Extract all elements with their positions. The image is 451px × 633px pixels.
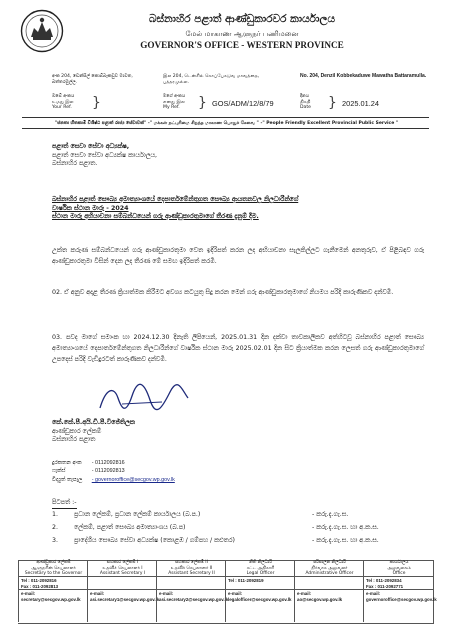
copy-number: 3. [52,537,59,544]
footer-divider [226,576,295,577]
footer-cell-secretary [18,560,88,622]
footer-divider [364,576,434,577]
signatory-title: ආණ්ඩුකාර ලේකම් [52,427,102,435]
signatory-province: බස්නාහිර පළාත [52,436,96,443]
recipient-line: පළාත් සෙවා සේවා අධ්‍යක්ෂ කාර්යාලය, [52,151,158,159]
footer-cell-email[interactable]: e-mail: asi.secretary2@secgov.wp.gov.lk [159,591,229,602]
footer-cell-phone: Tel : 011-2092819 [228,578,264,583]
email-row [52,476,312,484]
footer-divider [19,589,88,590]
copy-recipient: ප්‍රාදේශීය සෞඛ්‍ය සේවා අධ්‍යක්ෂ (කොළඹ / ගම්පහ / කළුතර) [74,537,235,544]
footer-cell-asst-secretary-2 [156,560,229,622]
footer-cell-email[interactable]: e-mail: governoroffice@secgov.wp.gov.lk [366,591,437,602]
copy-note: - කරු.දැ.ගැ.ස. [312,511,349,518]
footer-divider [157,589,226,590]
footer-cell-phone: Tel : 011-2092816 Fax : 011-2092813 [21,578,59,589]
body-paragraph-2: 02. ඒ අනුව අදාළ තීරණ ක්‍රියාත්මක කිරීමට අවශ්‍ය කටයුතු සිදු කරන මෙන් ගරු ආණ්ඩුකාරතුමාගේ නියමය පරිදි කාරුණිකව දන්වමි. [52,289,394,296]
header-rule [22,117,429,118]
office-title-tamil: மேல் மாகாண ஆளுநர் பணிமனை [185,29,299,38]
footer-cell-email[interactable]: e-mail: asi.secretary1@secgov.wp.gov.lk [90,591,160,602]
recipient-block [52,143,272,169]
phone-label: දුරකතන අංක [52,460,82,466]
slogan: "ජනතා හිතකාමී විශිෂ්ඨ පළාත් රාජ්‍ය සේවාවක්" -" மக்கள் நட்புரிமை சிறந்த மாகாண பொதுச் சேவை " -" People Friendly Excellent Provincial Public Service " [54,121,399,126]
recipient-line: බස්නාහිර පළාත. [52,160,98,167]
footer-cell-phone: Tel : 011-2092834 Fax : 011-2092771 [366,578,404,589]
footer-cell-legal-officer [225,560,295,622]
address-sinhala: අංක 204, ඩෙන්සිල් කොබ්බෑකඩුව මාවත, බත්තරමුල්ල. [52,74,133,85]
signature-image [92,378,192,418]
signatory-name: කේ.කේ.පී.අයි.ඩී.පී.විජේතිලක [52,419,135,426]
footer-cell-title: කාර්යාලය அலுவலகம் Office [387,560,411,577]
fax-value: - 0112092813 [91,468,125,475]
my-ref-value: GOS/ADM/12/8/79 [212,99,274,108]
slogan-rule [22,128,429,129]
footer-cell-email[interactable]: e-mail: ao@secgov.wp.gov.lk [297,591,343,602]
subject-line: බස්නාහිර පළාත් සෞඛ්‍ය අමාත්‍යාංශයේ දෙපාර්තමේන්තුගත සෞඛ්‍ය ආයතනවල නිලධාරීන්ගේ [52,196,299,203]
date-brace: } [328,95,337,111]
footer-cell-title: පරිපාලන නිලධාරී நிர்வாக அலுவலர் Administrative Officer [305,560,354,577]
footer-divider [295,589,364,590]
footer-cell-office [363,560,437,622]
address-tamil: இல 204, டென்சில் கொப்பேகடுவ மாவத்தை, பத்தரமுல்ல. [163,74,260,85]
copy-recipient: ප්‍රධාන ලේකම්, ප්‍රධාන ලේකම් කාර්යාලය (බ.ප.) [74,511,201,518]
office-title-english: GOVERNOR'S OFFICE - WESTERN PROVINCE [140,40,344,50]
footer-divider [157,576,226,577]
contact-block [52,459,312,484]
copy-recipient: ලේකම්, පළාත් සෞඛ්‍ය අමාත්‍යාංශය (බ.ප) [74,524,186,531]
body-paragraph-3: 03. පවද මාගේ සමාංක හා 2024.12.30 දිනැති ලිපියෙන්, 2025.01.31 දින දක්වා තාවකාලිකව අත්හිටවූ බස්නාහිර පළාත් සෞඛ්‍ය අමාත්‍යාංශයේ දෙපාර්තමේන්තුගත නිලධාරීන්ගේ වාර්ෂික ස්ථාන මාරු 2025.02.01 දින සිට ක්‍රියාත්මක කරන ලෙසත් ගරු ආණ්ඩුකාරතුමාගේ උපදෙස් පරිදි වැඩිදුරටත් කාරුණිකව දන්වමි. [52,334,424,364]
footer-cell-title: සහකාර ලේකම් I உதவிச் செயலாளர் I Assistant Secretary I [99,560,146,577]
footer-divider [226,589,295,590]
copy-note: - කරු.දැ.ගැ.ස. හා අ.ක.ස. [312,524,379,531]
emblem-logo [20,9,64,53]
footer-divider [295,576,364,577]
subject-line: ස්ථාන මාරු අභියාචනා සම්බන්ධයෙන් ගරු ආණ්ඩුකාරතුමාගේ තීරණ දැනුම් දීම. [52,213,259,220]
footer-cell-title: නීති නිලධාරී சட்ட அதிகாரி Legal Officer [246,560,275,577]
recipient-line: පළාත් සෙවා සේවා අධ්‍යක්ෂ, [52,143,130,150]
footer-divider [364,589,434,590]
footer-divider [88,576,157,577]
my-ref-label: මගේ අංකය எனது இல My Ref. [163,94,186,111]
fax-row [52,467,312,475]
email-label: විද්‍යුත් තැපෑල [52,476,83,483]
footer-cell-admin-officer [294,560,364,622]
copy-number: 2. [52,524,59,531]
body-paragraph-1: උක්ත කරුණ සම්බන්ධයෙන් ගරු ආණ්ඩුකාරතුමා වෙත ඉදිරිපත් කරන ලද අභියාචනා සැලකිල්ලට ගැනීමෙන් අනතුරුව, ඒ පිළිබඳව ගරු ආණ්ඩුකාරතුමා විසින් දෙන ලද තීරණ මේ සමඟ ඉදිරිපත් කරමි. [52,247,424,266]
my-ref-brace: } [198,95,207,111]
footer-cell-email[interactable]: e-mail: legalofficer@secgov.wp.gov.lk [228,591,292,602]
footer-divider [19,576,88,577]
fax-label: ෆැක්ස් [52,468,66,475]
copy-number: 1. [52,511,59,518]
email-link[interactable]: - governoroffice@secgov.wp.gov.lk [91,476,175,483]
your-ref-label: ඔබේ අංකය உமது இல Your Ref. [52,94,75,111]
footer-divider [88,589,157,590]
copy-note: - කරු.දැ.ගැ.ස. හා අ.ක.ස. [312,537,379,544]
your-ref-brace: } [92,95,101,111]
subject-line: වාර්ෂික ස්ථාන මාරු - 2024 [52,204,129,212]
copy-item [52,511,432,521]
date-label: දිනය திகதி Date [300,94,311,111]
copy-item [52,537,432,547]
copies-heading: පිටපත් :- [52,499,77,509]
copy-item [52,524,432,534]
phone-row [52,459,312,467]
footer-cell-title: ආණ්ඩුකාර ලේකම් ஆளுநரின் செயலாளர் Secretary to the Governor [24,560,83,577]
phone-value: - 0112092816 [91,460,125,466]
footer-cell-email[interactable]: e-mail: secretary@secgov.wp.gov.lk [21,591,81,602]
office-title-sinhala: බස්නාහිර පළාත් ආණ්ඩුකාරවර කාර්යාලය [148,13,336,25]
signatory-block [52,419,272,445]
address-english: No. 204, Denzil Kobbekaduwe Mawatha Battaramulla. [300,73,427,79]
footer-cell-asst-secretary-1 [87,560,160,622]
footer-cell-title: සහකාර ලේකම් II உதவிச் செயலாளர் II Assistant Secretary II [168,560,215,577]
date-value: 2025.01.24 [342,99,379,108]
subject-block [52,196,422,222]
